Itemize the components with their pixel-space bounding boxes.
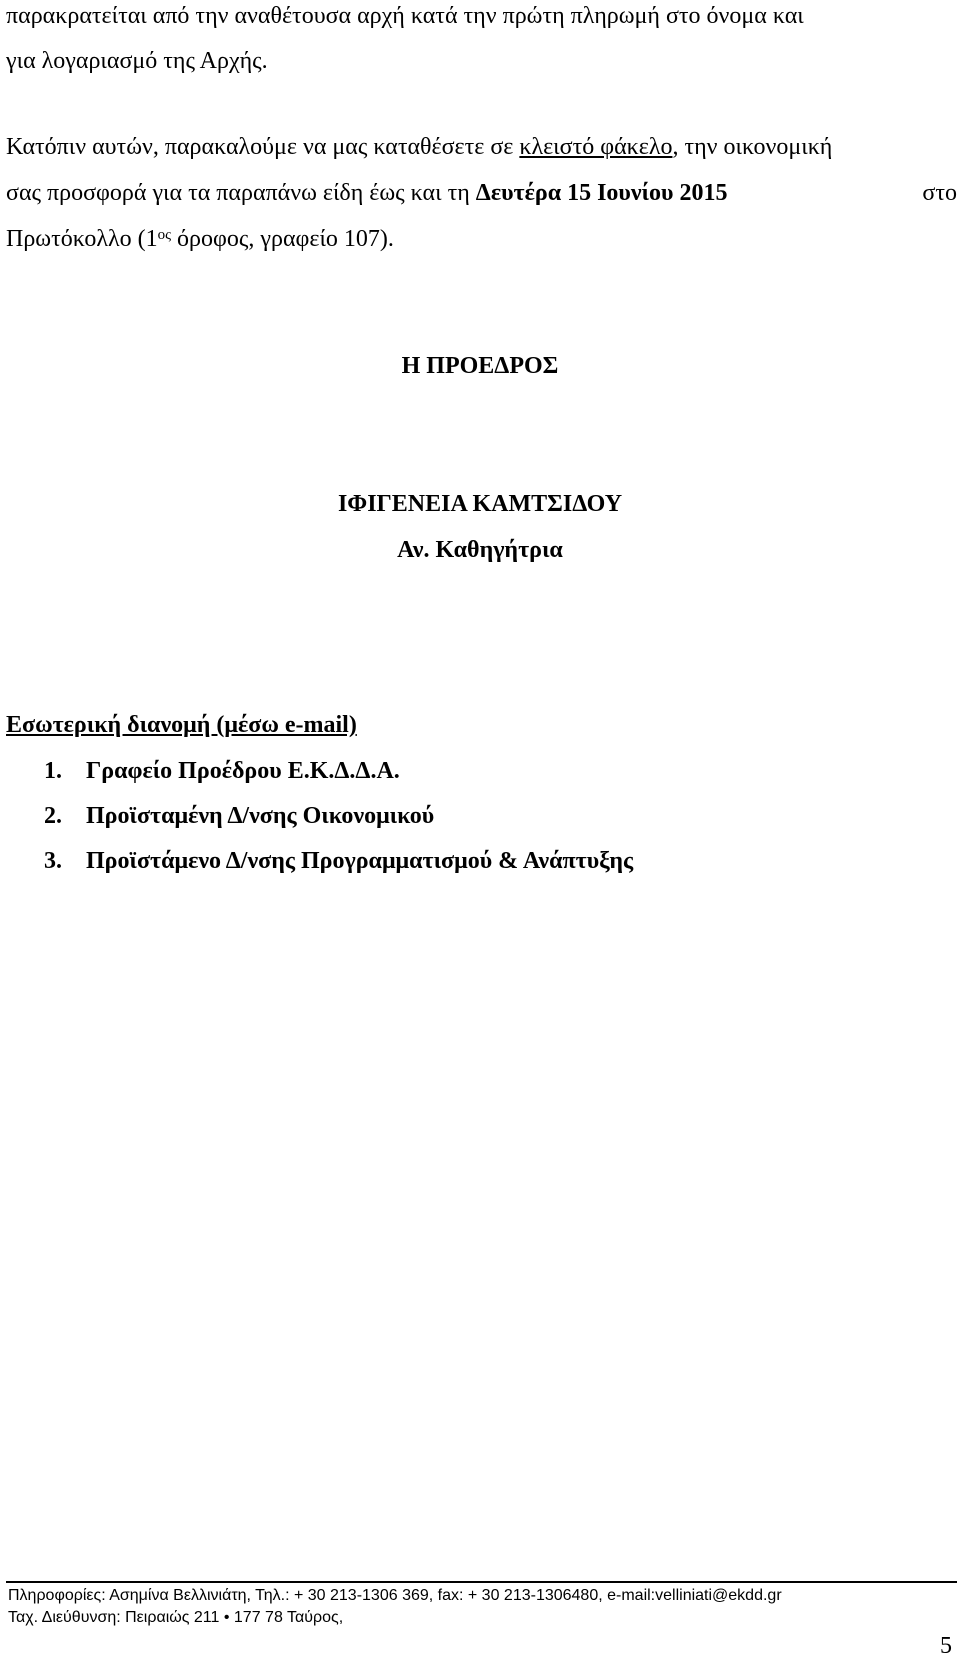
signatory-position: Αν. Καθηγήτρια [397,537,563,563]
footer-address: Ταχ. Διεύθυνση: Πειραιώς 211 • 177 78 Ταύρος, [8,1609,344,1626]
footer-contact-info: Πληροφορίες: Ασημίνα Βελλινιάτη, Τηλ.: + 30 213-1306 369, fax: + 30 213-1306480, e-mail:velliniati@ekdd.gr [8,1587,782,1604]
body-paragraph-1-line-1: παρακρατείται από την αναθέτουσα αρχή κατά την πρώτη πληρωμή στο όνομα και [6,3,804,29]
list-text: Γραφείο Προέδρου Ε.Κ.Δ.Δ.Α. [86,758,400,784]
body-paragraph-1-line-2: για λογαριασμό της Αρχής. [6,48,268,74]
distribution-list-item [6,847,633,875]
deadline-date: Δευτέρα 15 Ιουνίου 2015 [475,180,728,206]
paragraph-text: σας προσφορά για τα παραπάνω είδη έως και τη [6,180,476,206]
ordinal-superscript: ος [157,227,172,243]
distribution-list-item [6,757,400,785]
body-paragraph-2-line-3 [6,225,394,253]
page-number: 5 [940,1633,952,1659]
paragraph-text: στο [922,180,957,206]
body-paragraph-2-line-2 [6,179,957,207]
list-number: 3. [44,848,62,874]
distribution-heading: Εσωτερική διανομή (μέσω e-mail) [6,712,357,738]
body-paragraph-2-line-1 [6,133,832,161]
paragraph-text: Πρωτόκολλο (1 [6,226,158,252]
list-number: 2. [44,803,62,829]
distribution-list-item [6,802,434,830]
footer-divider [6,1581,957,1583]
list-text: Προϊσταμένη Δ/νσης Οικονομικού [86,803,435,829]
signatory-name: ΙΦΙΓΕΝΕΙΑ ΚΑΜΤΣΙΔΟΥ [337,491,623,517]
signatory-title: Η ΠΡΟΕΔΡΟΣ [401,353,559,379]
paragraph-text: όροφος, γραφείο 107). [171,226,394,252]
paragraph-text: , την οικονομική [672,134,833,160]
paragraph-text: Κατόπιν αυτών, παρακαλούμε να μας καταθέσετε σε [6,134,520,160]
list-number: 1. [44,758,62,784]
sealed-envelope-text: κλειστό φάκελο [519,134,673,160]
list-text: Προϊστάμενο Δ/νσης Προγραμματισμού & Ανάπτυξης [86,848,634,874]
